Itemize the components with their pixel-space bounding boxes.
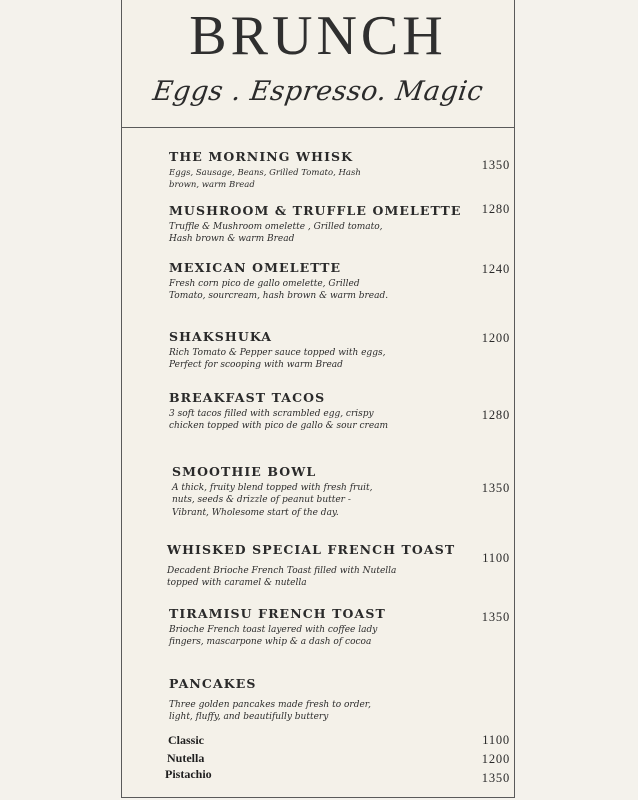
menu-item-name: TIRAMISU FRENCH TOAST [169, 606, 386, 621]
menu-item-price: 1200 [481, 331, 510, 345]
menu-item-description: A thick, fruity blend topped with fresh fruit, nuts, seeds & drizzle of peanut butter - Vibrant, Wholesome start of the day. [172, 483, 373, 518]
menu-item [169, 329, 394, 372]
menu-item-description: 3 soft tacos filled with scrambled egg, crispy chicken topped with pico de gallo & sour cream [169, 409, 389, 432]
menu-item-price: 1240 [481, 262, 510, 276]
menu-item [169, 203, 462, 246]
menu-header [122, 0, 514, 128]
menu-item-name: BREAKFAST TACOS [169, 390, 326, 405]
menu-item [169, 390, 394, 433]
menu-item-price: 1350 [481, 481, 510, 495]
pancake-variant-price: 1200 [481, 752, 510, 766]
menu-item-description: Rich Tomato & Pepper sauce topped with eggs, Perfect for scooping with warm Bread [169, 348, 386, 371]
menu-item-name: WHISKED SPECIAL FRENCH TOAST [167, 542, 456, 557]
menu-item-name: THE MORNING WHISK [169, 149, 354, 164]
menu-item-description: Fresh corn pico de gallo omelette, Grilled Tomato, sourcream, hash brown & warm bread. [169, 279, 389, 302]
menu-item-price: 1280 [481, 202, 510, 216]
pancake-variant-name: Classic [168, 733, 204, 747]
menu-item-description: Brioche French toast layered with coffee lady fingers, mascarpone whip & a dash of cocoa [169, 625, 378, 648]
menu-item-price: 1350 [481, 610, 510, 624]
pancake-variant-name: Nutella [167, 751, 205, 765]
pancake-variant-price: 1100 [482, 733, 510, 747]
menu-item-price: 1100 [482, 551, 510, 565]
menu-item-name: PANCAKES [169, 676, 257, 691]
menu-tagline: Eggs . Espresso. Magic [150, 76, 486, 107]
menu-card [121, 0, 515, 798]
menu-item-description: Truffle & Mushroom omelette , Grilled tomato, Hash brown & warm Bread [169, 222, 383, 245]
menu-item [169, 260, 394, 303]
menu-item [169, 149, 394, 192]
menu-item-name: SHAKSHUKA [169, 329, 273, 344]
menu-item [167, 542, 456, 590]
menu-item-price: 1280 [481, 408, 510, 422]
pancake-variant-name: Pistachio [165, 767, 212, 781]
menu-item-name: MEXICAN OMELETTE [169, 260, 342, 275]
menu-item [169, 606, 394, 649]
menu-item-name: MUSHROOM & TRUFFLE OMELETTE [169, 203, 462, 218]
menu-item-description: Eggs, Sausage, Beans, Grilled Tomato, Hash brown, warm Bread [169, 168, 361, 191]
menu-item-description: Three golden pancakes made fresh to order, light, fluffy, and beautifully buttery [169, 700, 371, 723]
menu-item [172, 464, 397, 519]
menu-item-name: SMOOTHIE BOWL [172, 464, 317, 479]
menu-item-price: 1350 [481, 158, 510, 172]
menu-item [169, 676, 394, 724]
pancake-variant-price: 1350 [481, 771, 510, 785]
menu-item-description: Decadent Brioche French Toast filled with Nutella topped with caramel & nutella [167, 566, 397, 589]
menu-title: BRUNCH [189, 5, 447, 67]
